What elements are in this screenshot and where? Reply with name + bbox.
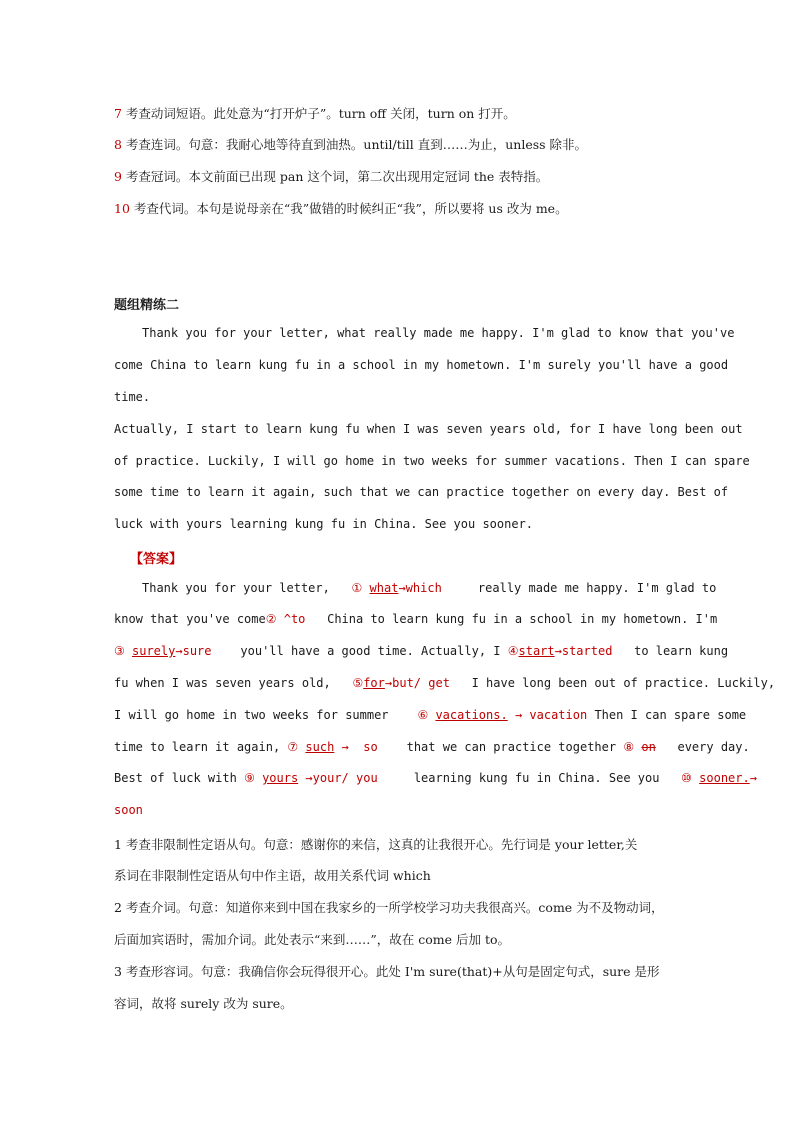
answer-line-7: Best of luck with ⑨ yours →your/ you learning kung fu in China. See you ⑩ sooner.→: [114, 771, 757, 785]
note-7: 7 考查动词短语。此处意为“打开炉子”。turn off 关闭，turn on 打开。: [114, 106, 516, 121]
section-title: 题组精练二: [114, 298, 180, 313]
passage-line: come China to learn kung fu in a school in my hometown. I'm surely you'll have a good: [114, 358, 729, 372]
answer-line-4: fu when I was seven years old, ⑤for→but/ get I have long been out of practice. Luckily,: [114, 676, 776, 690]
passage-line: of practice. Luckily, I will go home in two weeks for summer vacations. Then I can spare: [114, 454, 750, 468]
explanation-line: 2 考查介词。句意：知道你来到中国在我家乡的一所学校学习功夫我很高兴。come 为不及物动词，: [114, 900, 664, 915]
note-8: 8 考查连词。句意：我耐心地等待直到油热。until/till 直到……为止，unless 除非。: [114, 137, 588, 152]
note-10: 10 考查代词。本句是说母亲在“我”做错的时候纠正“我”，所以要将 us 改为 me。: [114, 201, 568, 216]
passage-line: Thank you for your letter, what really made me happy. I'm glad to know that you've: [142, 326, 735, 340]
passage-line: time.: [114, 390, 151, 404]
passage-line: Actually, I start to learn kung fu when I was seven years old, for I have long been out: [114, 422, 743, 436]
explanation-line: 系词在非限制性定语从句中作主语，故用关系代词 which: [114, 868, 431, 883]
passage-line: luck with yours learning kung fu in China. See you sooner.: [114, 517, 534, 531]
answer-line-6: time to learn it again, ⑦ such → so that we can practice together ⑧ on every day.: [114, 740, 750, 754]
explanation-line: 1 考查非限制性定语从句。句意：感谢你的来信，这真的让我很开心。先行词是 your letter,关: [114, 837, 638, 852]
passage-line: some time to learn it again, such that we can practice together on every day. Best of: [114, 485, 729, 499]
answer-line-2: know that you've come② ^to China to learn kung fu in a school in my hometown. I'm: [114, 612, 718, 626]
explanation-line: 3 考查形容词。句意：我确信你会玩得很开心。此处 I'm sure(that)+从句是固定句式，sure 是形: [114, 964, 660, 979]
answer-line-1: Thank you for your letter, ① what→which really made me happy. I'm glad to: [142, 581, 717, 595]
answer-label: 【答案】: [130, 552, 183, 567]
answer-line-3: ③ surely→sure you'll have a good time. Actually, I ④start→started to learn kung: [114, 644, 729, 658]
answer-line-5: I will go home in two weeks for summer ⑥ vacations. → vacation Then I can spare some: [114, 708, 747, 722]
note-9: 9 考查冠词。本文前面已出现 pan 这个词，第二次出现用定冠词 the 表特指。: [114, 169, 549, 184]
explanation-line: 容词，故将 surely 改为 sure。: [114, 996, 293, 1011]
explanation-line: 后面加宾语时，需加介词。此处表示“来到……”，故在 come 后加 to。: [114, 932, 511, 947]
answer-line-8: soon: [114, 803, 143, 817]
